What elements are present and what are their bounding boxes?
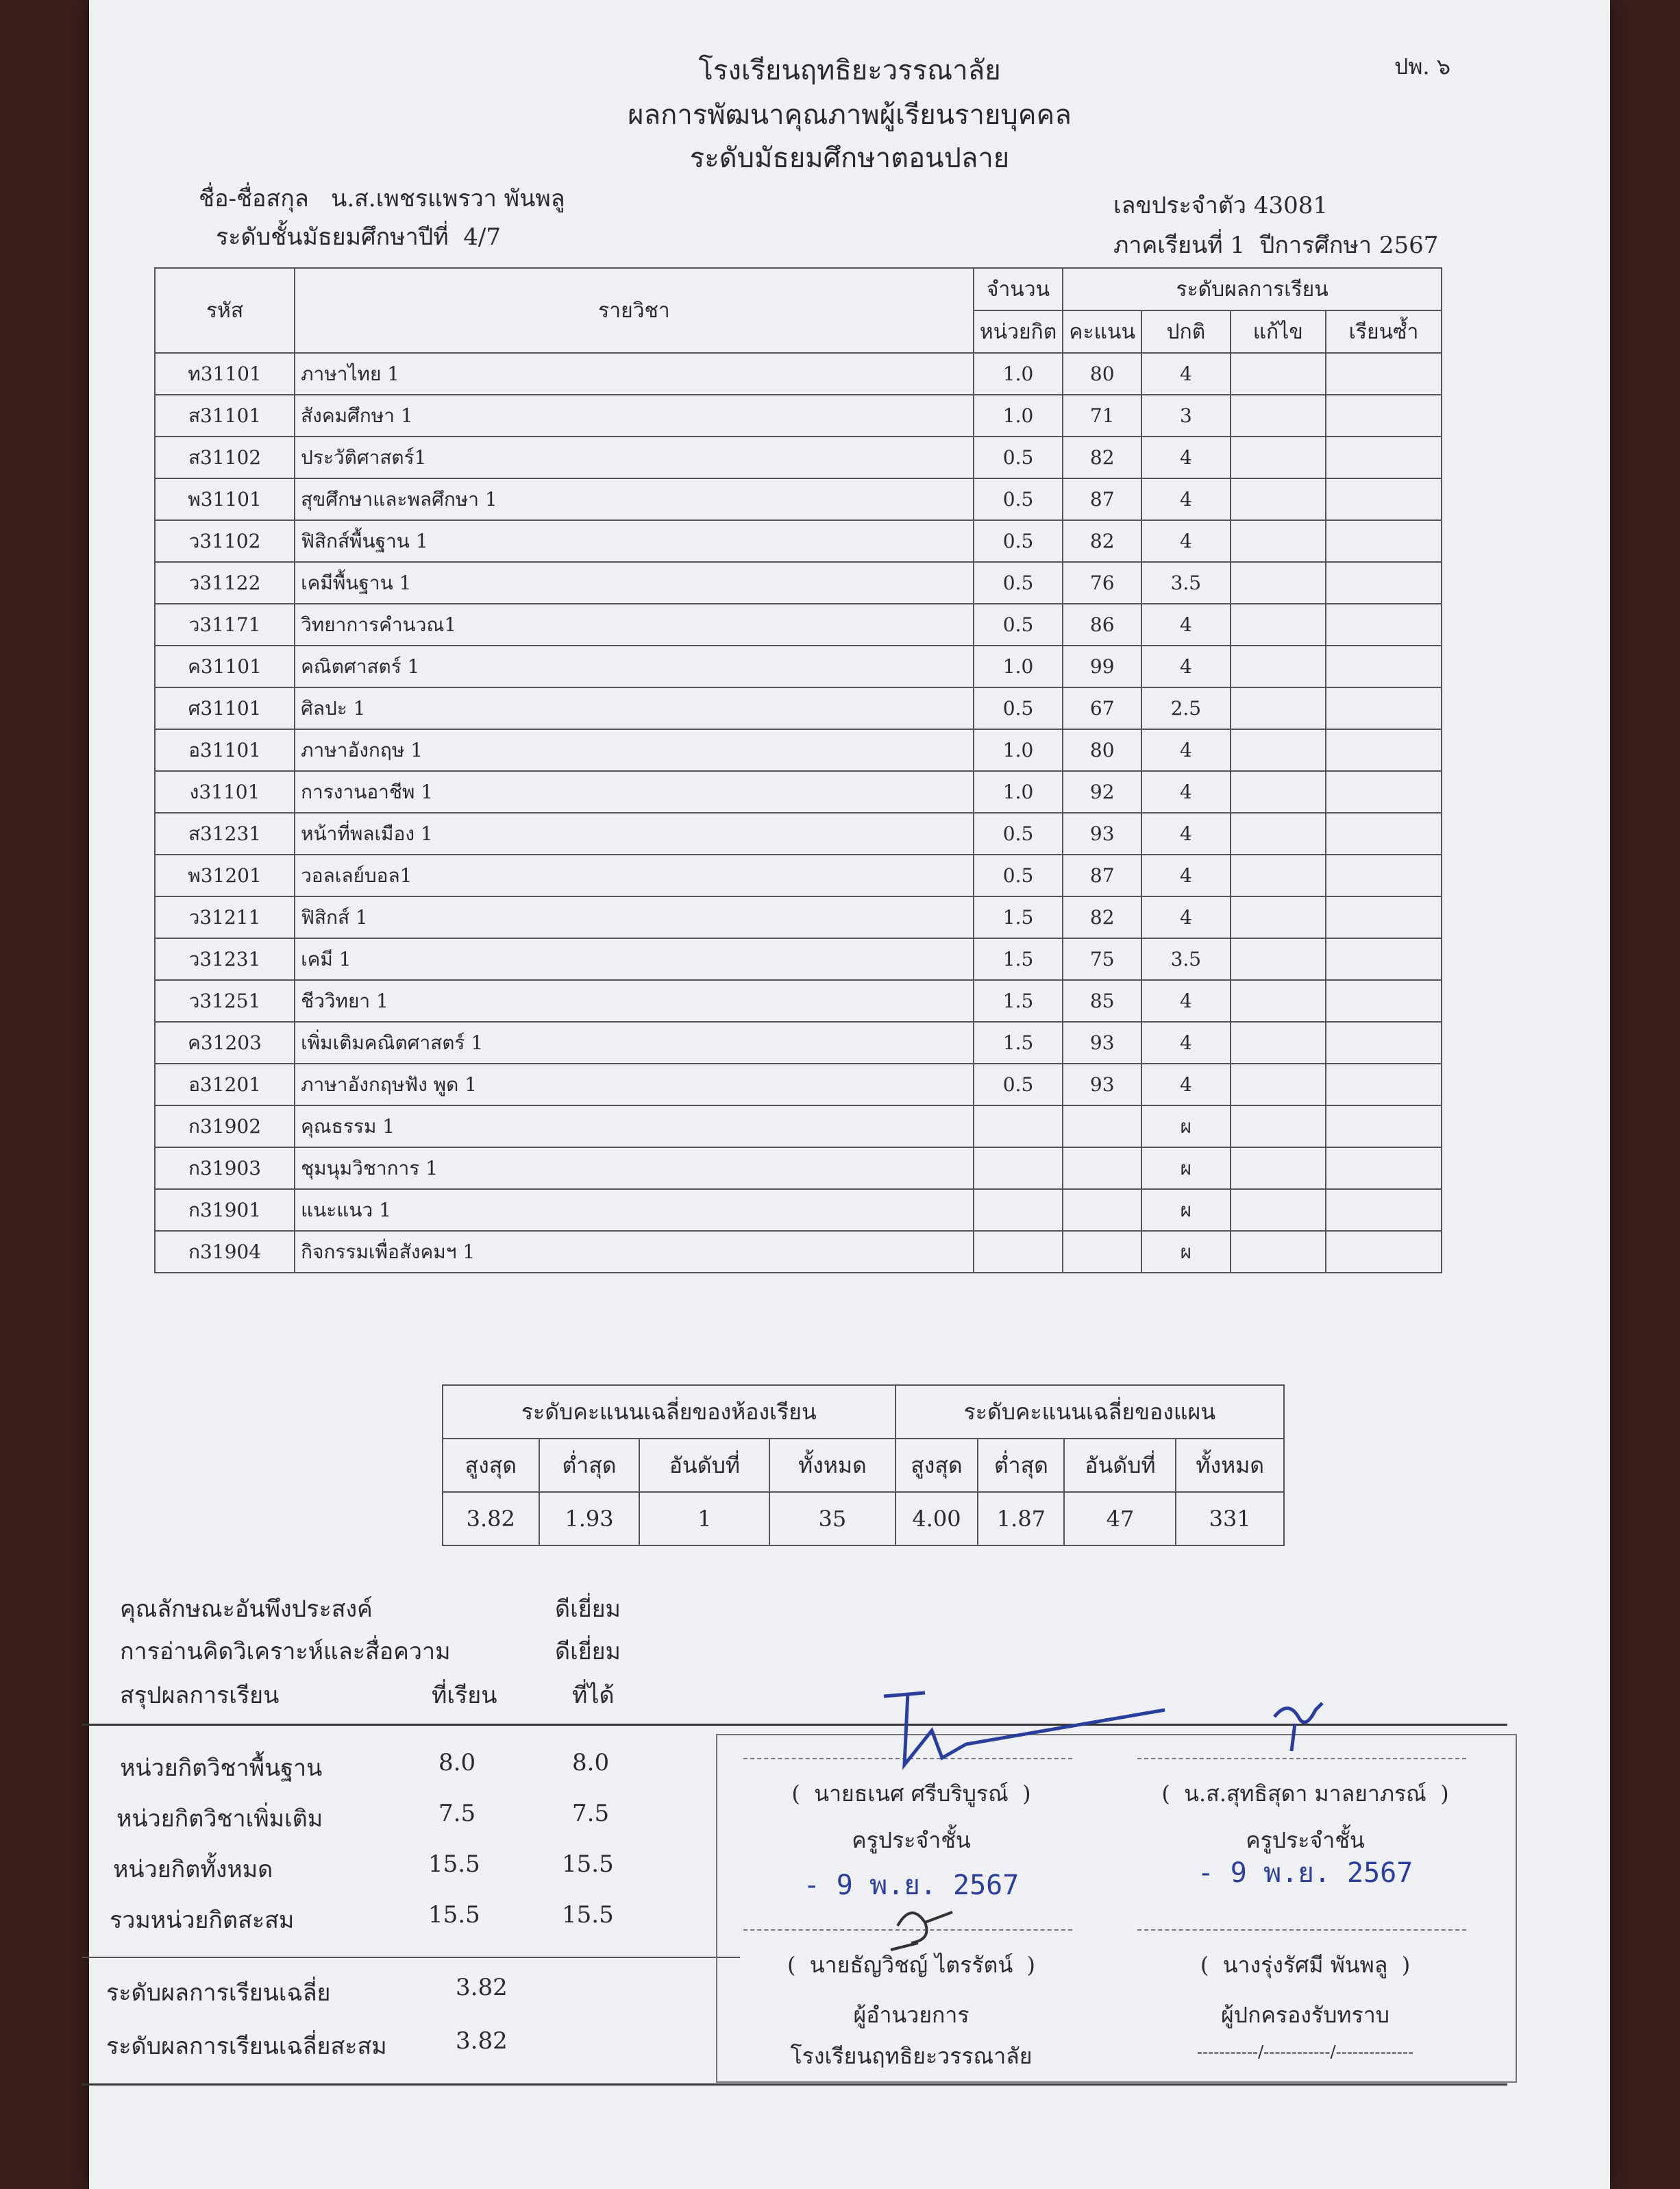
header-credits-bottom: หน่วยกิต: [974, 310, 1063, 353]
subject-cell: ฟิสิกส์ 1: [295, 896, 974, 938]
grade-cell: 4: [1141, 437, 1230, 478]
table-row: [155, 604, 1442, 646]
grade-cell: 3.5: [1141, 938, 1230, 980]
subject-cell: ศิลปะ 1: [295, 687, 974, 729]
table-row: [155, 1064, 1442, 1105]
subject-cell: ชุมนุมวิชาการ 1: [295, 1147, 974, 1189]
score-cell: [1063, 1147, 1141, 1189]
teacher2-name: น.ส.สุทธิสุดา มาลยาภรณ์: [1184, 1781, 1426, 1807]
subject-cell: ภาษาอังกฤษ 1: [295, 729, 974, 771]
student-name: น.ส.เพชรแพรวา พันพลู: [331, 185, 565, 212]
average-value: 331: [1176, 1492, 1284, 1545]
repeat-cell: [1326, 604, 1442, 646]
code-cell: ว31251: [155, 980, 295, 1022]
table-row: [155, 980, 1442, 1022]
summary-bottom-rule: [82, 2083, 1507, 2086]
credits-cell: 1.5: [974, 896, 1063, 938]
code-cell: ท31101: [155, 353, 295, 395]
class-label: ระดับชั้นมัธยมศึกษาปีที่: [216, 223, 449, 251]
table-row: [155, 938, 1442, 980]
code-cell: ค31101: [155, 646, 295, 687]
credit-studied: 8.0: [438, 1749, 476, 1776]
director-name: นายธัญวิชญ์ ไตรรัตน์: [809, 1952, 1013, 1978]
code-cell: พ31101: [155, 478, 295, 520]
code-cell: ว31211: [155, 896, 295, 938]
score-cell: 99: [1063, 646, 1141, 687]
credit-earned: 8.0: [572, 1749, 610, 1776]
code-cell: ง31101: [155, 771, 295, 813]
score-cell: [1063, 1231, 1141, 1273]
parent-name-line: ( นางรุ่งรัศมี พันพลู ): [1200, 1952, 1411, 1978]
grade-cell: 4: [1141, 1022, 1230, 1064]
credit-studied: 15.5: [428, 1901, 480, 1929]
grade-cell: 4: [1141, 604, 1230, 646]
remedial-cell: [1231, 729, 1326, 771]
report-title: ผลการพัฒนาคุณภาพผู้เรียนรายบุคคล: [628, 99, 1072, 131]
code-cell: ศ31101: [155, 687, 295, 729]
earned-label: ที่ได้: [572, 1682, 615, 1709]
remedial-cell: [1231, 353, 1326, 395]
subject-cell: เพิ่มเติมคณิตศาสตร์ 1: [295, 1022, 974, 1064]
table-row: [155, 562, 1442, 604]
reading-value: ดีเยี่ยม: [555, 1638, 621, 1665]
code-cell: ก31903: [155, 1147, 295, 1189]
school-name: โรงเรียนฤทธิยะวรรณาลัย: [698, 55, 1001, 86]
student-id: 43081: [1253, 192, 1328, 219]
parent-name: นางรุ่งรัศมี พันพลู: [1222, 1952, 1388, 1978]
student-name-line: [199, 180, 565, 217]
average-col-header: อันดับที่: [1064, 1439, 1176, 1492]
table-row: [155, 813, 1442, 855]
remedial-cell: [1231, 520, 1326, 562]
credits-cell: 0.5: [974, 478, 1063, 520]
code-cell: ว31102: [155, 520, 295, 562]
remedial-cell: [1231, 478, 1326, 520]
repeat-cell: [1326, 1105, 1442, 1147]
repeat-cell: [1326, 478, 1442, 520]
table-row: [155, 771, 1442, 813]
director-signature-mark: [884, 1898, 966, 1953]
average-value: 3.82: [443, 1492, 539, 1545]
score-cell: 93: [1063, 813, 1141, 855]
grade-cell: 3.5: [1141, 562, 1230, 604]
repeat-cell: [1326, 1189, 1442, 1231]
score-cell: 71: [1063, 395, 1141, 437]
remedial-cell: [1231, 687, 1326, 729]
term-label: ภาคเรียนที่: [1113, 232, 1223, 259]
remedial-cell: [1231, 855, 1326, 896]
grade-cell: 4: [1141, 646, 1230, 687]
remedial-cell: [1231, 896, 1326, 938]
teacher1-name-line: ( นายธเนศ ศรีบริบูรณ์ ): [791, 1781, 1031, 1807]
credits-cell: [974, 1147, 1063, 1189]
cum-gpa-value: 3.82: [456, 2027, 508, 2055]
remedial-cell: [1231, 437, 1326, 478]
parent-date: -----------/------------/--------------: [1196, 2042, 1414, 2062]
credit-earned: 7.5: [572, 1800, 610, 1827]
table-row: [155, 520, 1442, 562]
level-title: ระดับมัธยมศึกษาตอนปลาย: [689, 143, 1010, 174]
class-average-header: ระดับคะแนนเฉลี่ยของห้องเรียน: [443, 1385, 895, 1439]
remedial-cell: [1231, 604, 1326, 646]
subject-cell: คณิตศาสตร์ 1: [295, 646, 974, 687]
table-row: [155, 687, 1442, 729]
grade-cell: 4: [1141, 353, 1230, 395]
gpa-label: ระดับผลการเรียนเฉลี่ย: [106, 1979, 331, 2007]
result-label: สรุปผลการเรียน: [120, 1682, 280, 1709]
credit-summary-row: [82, 1901, 699, 1942]
grade-cell: ผ: [1141, 1105, 1230, 1147]
repeat-cell: [1326, 646, 1442, 687]
director-role: ผู้อำนวยการ: [853, 2002, 969, 2028]
credits-cell: 0.5: [974, 437, 1063, 478]
code-cell: ก31901: [155, 1189, 295, 1231]
header-subject: รายวิชา: [295, 268, 974, 353]
credits-cell: 0.5: [974, 855, 1063, 896]
term-line: [1113, 226, 1438, 263]
remedial-cell: [1231, 395, 1326, 437]
credit-label: หน่วยกิตวิชาพื้นฐาน: [120, 1754, 323, 1782]
credit-studied: 15.5: [428, 1850, 480, 1878]
grade-cell: 3: [1141, 395, 1230, 437]
repeat-cell: [1326, 1231, 1442, 1273]
table-row: [155, 1022, 1442, 1064]
parent-role: ผู้ปกครองรับทราบ: [1221, 2002, 1389, 2028]
credits-cell: 1.5: [974, 938, 1063, 980]
average-col-header: สูงสุด: [895, 1439, 978, 1492]
score-cell: 76: [1063, 562, 1141, 604]
table-row: [155, 478, 1442, 520]
score-cell: 87: [1063, 478, 1141, 520]
credit-earned: 15.5: [562, 1901, 614, 1929]
id-label: เลขประจำตัว: [1113, 192, 1246, 219]
credits-cell: [974, 1231, 1063, 1273]
average-table: [442, 1384, 1285, 1546]
table-row: [155, 353, 1442, 395]
credits-cell: 1.0: [974, 646, 1063, 687]
repeat-cell: [1326, 771, 1442, 813]
score-cell: [1063, 1105, 1141, 1147]
name-label: ชื่อ-ชื่อสกุล: [199, 185, 309, 212]
credits-cell: 0.5: [974, 604, 1063, 646]
grade-cell: 4: [1141, 896, 1230, 938]
credit-summary-row: [82, 1749, 699, 1790]
header-score: คะแนน: [1063, 310, 1141, 353]
average-col-header: อันดับที่: [639, 1439, 769, 1492]
subject-cell: ภาษาอังกฤษฟัง พูด 1: [295, 1064, 974, 1105]
remedial-cell: [1231, 1189, 1326, 1231]
repeat-cell: [1326, 687, 1442, 729]
average-value: 35: [769, 1492, 895, 1545]
remedial-cell: [1231, 938, 1326, 980]
student-id-line: [1113, 186, 1328, 223]
subject-cell: เคมีพื้นฐาน 1: [295, 562, 974, 604]
repeat-cell: [1326, 729, 1442, 771]
subject-cell: คุณธรรม 1: [295, 1105, 974, 1147]
class-line: [216, 218, 501, 255]
average-value: 1.87: [978, 1492, 1064, 1545]
score-cell: 93: [1063, 1022, 1141, 1064]
table-row: [155, 1231, 1442, 1273]
code-cell: อ31201: [155, 1064, 295, 1105]
score-cell: [1063, 1189, 1141, 1231]
studied-label: ที่เรียน: [432, 1682, 497, 1709]
summary-mid-rule: [82, 1957, 740, 1958]
credit-label: หน่วยกิตวิชาเพิ่มเติม: [116, 1805, 323, 1833]
credit-studied: 7.5: [438, 1800, 476, 1827]
year-label: ปีการศึกษา: [1259, 232, 1372, 259]
remedial-cell: [1231, 1231, 1326, 1273]
remedial-cell: [1231, 1105, 1326, 1147]
grade-cell: 2.5: [1141, 687, 1230, 729]
credits-cell: 0.5: [974, 1064, 1063, 1105]
gpa-value: 3.82: [456, 1974, 508, 2001]
score-cell: 67: [1063, 687, 1141, 729]
credit-summary-row: [82, 1800, 699, 1841]
cum-gpa-label: ระดับผลการเรียนเฉลี่ยสะสม: [106, 2033, 387, 2060]
teacher1-role: ครูประจำชั้น: [852, 1827, 971, 1853]
average-col-header: ทั้งหมด: [769, 1439, 895, 1492]
teacher2-role: ครูประจำชั้น: [1246, 1827, 1365, 1853]
table-row: [155, 1105, 1442, 1147]
remedial-cell: [1231, 813, 1326, 855]
subject-cell: สุขศึกษาและพลศึกษา 1: [295, 478, 974, 520]
grade-cell: 4: [1141, 1064, 1230, 1105]
doc-code: ปพ. ๖: [1394, 53, 1451, 80]
subject-cell: กิจกรรมเพื่อสังคมฯ 1: [295, 1231, 974, 1273]
term-value: 1: [1230, 232, 1246, 259]
average-value: 47: [1064, 1492, 1176, 1545]
table-row: [155, 1147, 1442, 1189]
table-row: [155, 1189, 1442, 1231]
score-cell: 85: [1063, 980, 1141, 1022]
trait-value: ดีเยี่ยม: [555, 1595, 621, 1623]
subject-cell: เคมี 1: [295, 938, 974, 980]
grade-cell: 4: [1141, 520, 1230, 562]
credits-cell: 0.5: [974, 687, 1063, 729]
program-average-header: ระดับคะแนนเฉลี่ยของแผน: [895, 1385, 1284, 1439]
score-cell: 92: [1063, 771, 1141, 813]
grade-cell: ผ: [1141, 1231, 1230, 1273]
remedial-cell: [1231, 980, 1326, 1022]
grade-cell: 4: [1141, 980, 1230, 1022]
table-row: [155, 855, 1442, 896]
header-remedial: แก้ไข: [1231, 310, 1326, 353]
credits-cell: [974, 1105, 1063, 1147]
subject-cell: วิทยาการคำนวณ1: [295, 604, 974, 646]
credits-cell: 1.0: [974, 395, 1063, 437]
average-col-header: สูงสุด: [443, 1439, 539, 1492]
repeat-cell: [1326, 938, 1442, 980]
code-cell: ส31101: [155, 395, 295, 437]
code-cell: ว31122: [155, 562, 295, 604]
subject-cell: หน้าที่พลเมือง 1: [295, 813, 974, 855]
remedial-cell: [1231, 646, 1326, 687]
subject-cell: ชีววิทยา 1: [295, 980, 974, 1022]
subject-cell: การงานอาชีพ 1: [295, 771, 974, 813]
average-value: 4.00: [895, 1492, 978, 1545]
director-school: โรงเรียนฤทธิยะวรรณาลัย: [790, 2043, 1033, 2069]
code-cell: พ31201: [155, 855, 295, 896]
subject-cell: สังคมศึกษา 1: [295, 395, 974, 437]
score-cell: 82: [1063, 896, 1141, 938]
remedial-cell: [1231, 1022, 1326, 1064]
repeat-cell: [1326, 896, 1442, 938]
header-code: รหัส: [155, 268, 295, 353]
code-cell: ค31203: [155, 1022, 295, 1064]
code-cell: ส31231: [155, 813, 295, 855]
teacher1-name: นายธเนศ ศรีบริบูรณ์: [814, 1781, 1009, 1807]
grades-table: [154, 267, 1442, 1273]
trait-label: คุณลักษณะอันพึงประสงค์: [120, 1595, 373, 1623]
credits-cell: 1.0: [974, 729, 1063, 771]
subject-cell: ภาษาไทย 1: [295, 353, 974, 395]
repeat-cell: [1326, 1147, 1442, 1189]
repeat-cell: [1326, 562, 1442, 604]
credit-earned: 15.5: [562, 1850, 614, 1878]
score-cell: 86: [1063, 604, 1141, 646]
table-row: [155, 646, 1442, 687]
header-credits-top: จำนวน: [974, 268, 1063, 310]
repeat-cell: [1326, 1022, 1442, 1064]
header-repeat: เรียนซ้ำ: [1326, 310, 1442, 353]
score-cell: 80: [1063, 729, 1141, 771]
score-cell: 75: [1063, 938, 1141, 980]
average-col-header: ต่ำสุด: [539, 1439, 640, 1492]
remedial-cell: [1231, 771, 1326, 813]
average-col-header: ต่ำสุด: [978, 1439, 1064, 1492]
code-cell: ก31902: [155, 1105, 295, 1147]
code-cell: ส31102: [155, 437, 295, 478]
teacher2-name-line: ( น.ส.สุทธิสุดา มาลยาภรณ์ ): [1161, 1781, 1449, 1807]
average-value: 1.93: [539, 1492, 640, 1545]
teacher2-date: - 9 พ.ย. 2567: [1197, 1857, 1413, 1889]
credit-label: หน่วยกิตทั้งหมด: [113, 1856, 273, 1883]
credits-cell: 0.5: [974, 520, 1063, 562]
repeat-cell: [1326, 437, 1442, 478]
remedial-cell: [1231, 1147, 1326, 1189]
remedial-cell: [1231, 562, 1326, 604]
subject-cell: วอลเลย์บอล1: [295, 855, 974, 896]
credits-cell: 0.5: [974, 813, 1063, 855]
code-cell: ว31231: [155, 938, 295, 980]
table-row: [155, 437, 1442, 478]
repeat-cell: [1326, 980, 1442, 1022]
table-row: [155, 896, 1442, 938]
score-cell: 82: [1063, 437, 1141, 478]
repeat-cell: [1326, 1064, 1442, 1105]
repeat-cell: [1326, 520, 1442, 562]
director-name-line: ( นายธัญวิชญ์ ไตรรัตน์ ): [787, 1952, 1036, 1978]
score-cell: 87: [1063, 855, 1141, 896]
teacher1-signature-mark: [877, 1683, 1172, 1772]
code-cell: ก31904: [155, 1231, 295, 1273]
teacher1-date: - 9 พ.ย. 2567: [803, 1870, 1020, 1901]
average-value: 1: [639, 1492, 769, 1545]
table-row: [155, 395, 1442, 437]
subject-cell: แนะแนว 1: [295, 1189, 974, 1231]
score-cell: 82: [1063, 520, 1141, 562]
header-results: ระดับผลการเรียน: [1063, 268, 1442, 310]
repeat-cell: [1326, 855, 1442, 896]
grade-cell: 4: [1141, 771, 1230, 813]
credits-cell: 0.5: [974, 562, 1063, 604]
remedial-cell: [1231, 1064, 1326, 1105]
table-row: [155, 729, 1442, 771]
repeat-cell: [1326, 813, 1442, 855]
score-cell: 80: [1063, 353, 1141, 395]
repeat-cell: [1326, 395, 1442, 437]
credit-summary-row: [82, 1850, 699, 1892]
credits-cell: [974, 1189, 1063, 1231]
subject-cell: ฟิสิกส์พื้นฐาน 1: [295, 520, 974, 562]
grade-cell: 4: [1141, 478, 1230, 520]
grade-cell: 4: [1141, 729, 1230, 771]
header-normal: ปกติ: [1141, 310, 1230, 353]
subject-cell: ประวัติศาสตร์1: [295, 437, 974, 478]
grade-cell: ผ: [1141, 1147, 1230, 1189]
class-value: 4/7: [463, 223, 502, 251]
report-card-paper: [89, 0, 1610, 2189]
grade-cell: ผ: [1141, 1189, 1230, 1231]
repeat-cell: [1326, 353, 1442, 395]
year-value: 2567: [1379, 232, 1439, 259]
credits-cell: 1.0: [974, 771, 1063, 813]
credits-cell: 1.5: [974, 980, 1063, 1022]
code-cell: อ31101: [155, 729, 295, 771]
average-col-header: ทั้งหมด: [1176, 1439, 1284, 1492]
code-cell: ว31171: [155, 604, 295, 646]
credits-cell: 1.5: [974, 1022, 1063, 1064]
reading-label: การอ่านคิดวิเคราะห์และสื่อความ: [120, 1638, 451, 1665]
credit-label: รวมหน่วยกิตสะสม: [110, 1907, 295, 1934]
grade-cell: 4: [1141, 813, 1230, 855]
credits-cell: 1.0: [974, 353, 1063, 395]
teacher2-signature-mark: [1268, 1696, 1329, 1758]
grade-cell: 4: [1141, 855, 1230, 896]
score-cell: 93: [1063, 1064, 1141, 1105]
